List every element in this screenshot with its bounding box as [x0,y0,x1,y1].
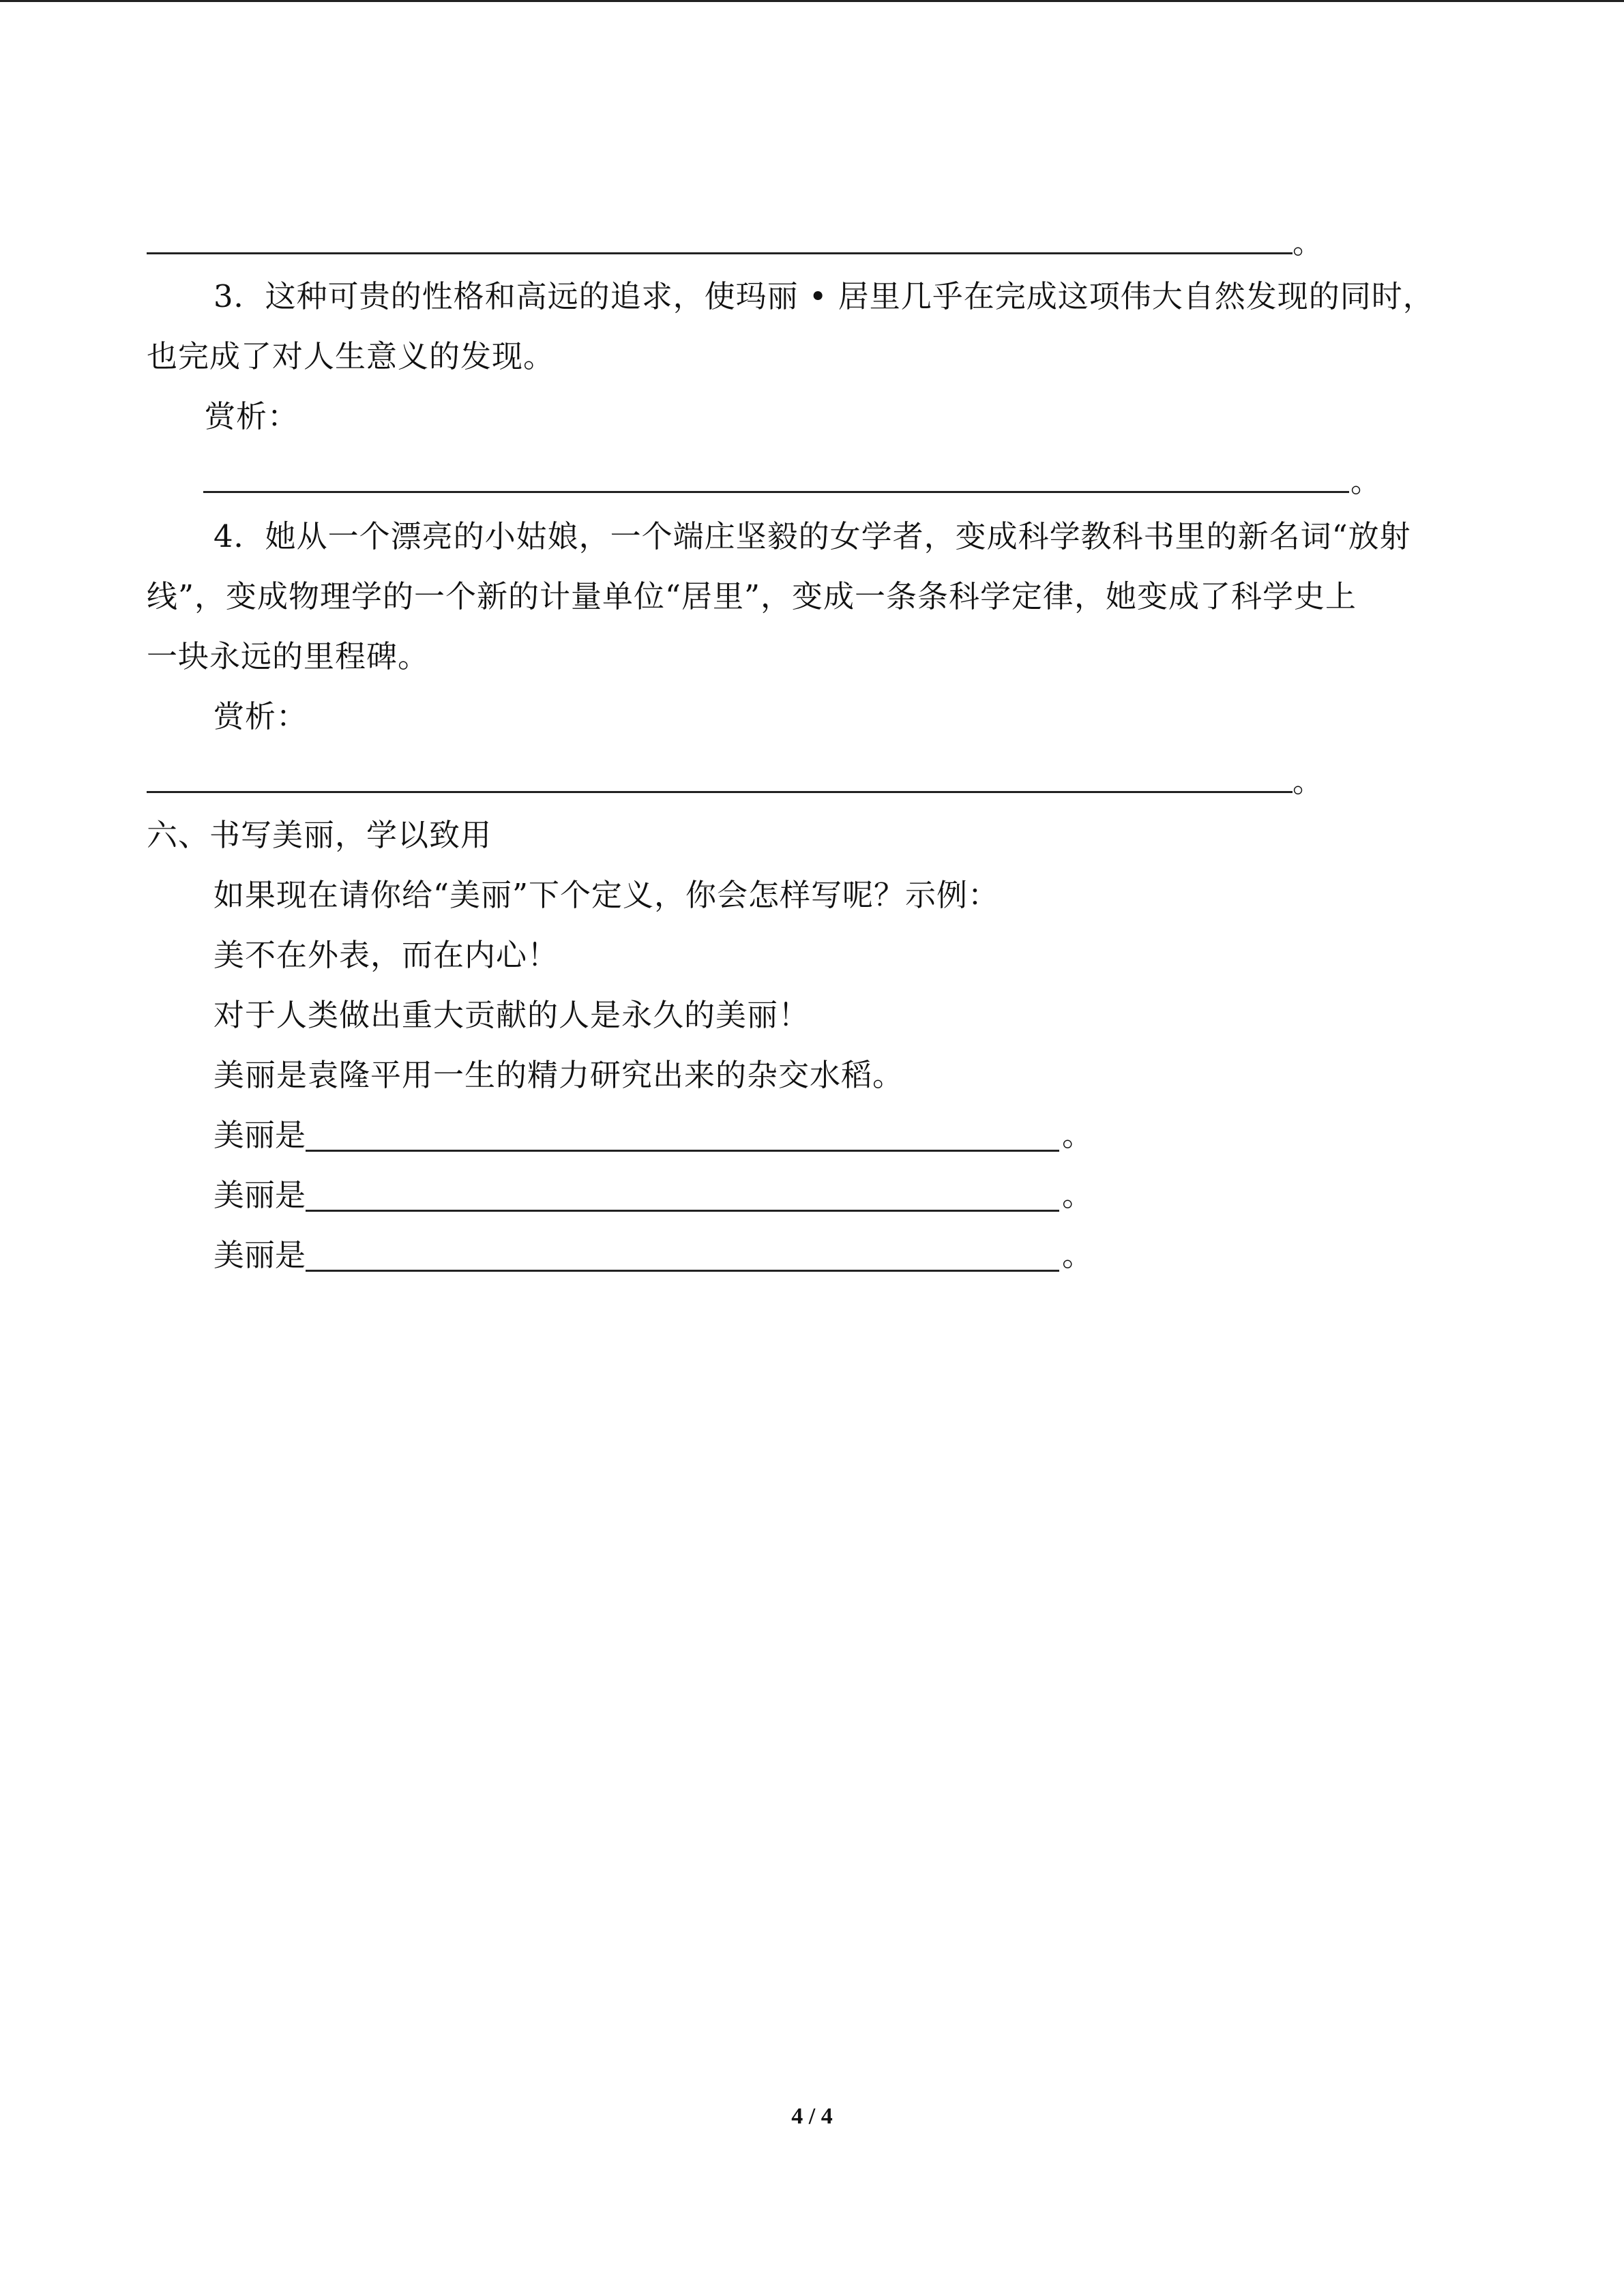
example-2: 对于人类做出重大贡献的人是永久的美丽！ [213,997,810,1033]
q4-text-line2: 线”，变成物理学的一个新的计量单位“居里”，变成一条条科学定律，她变成了科学史上 [147,578,1357,614]
fill-row-2-blank[interactable] [306,1177,1059,1212]
answer-line[interactable] [147,252,1293,254]
section6-heading: 六、书写美丽，学以致用 [147,817,492,853]
answer-line-period: 。 [1293,226,1323,260]
q3-analysis-label: 赏析： [205,398,299,434]
q4-text-line3: 一块永远的里程碑。 [147,638,430,674]
example-3: 美丽是袁隆平用一生的精力研究出来的杂交水稻。 [213,1057,904,1093]
fill-row-2-period: 。 [1062,1177,1093,1213]
q4-text-line1: 4．她从一个漂亮的小姑娘，一个端庄坚毅的女学者，变成科学教科书里的新名词“放射 [213,518,1411,554]
q4-analysis-label: 赏析： [213,698,308,734]
page-number: 4 / 4 [791,2104,833,2129]
fill-row-3-blank[interactable] [306,1237,1059,1272]
fill-row-3-period: 。 [1062,1237,1093,1273]
fill-row-1-lead: 美丽是 [213,1117,306,1153]
q4-answer-line[interactable] [147,791,1293,793]
q4-answer-period: 。 [1293,764,1323,799]
fill-row-2 [213,1175,1093,1216]
fill-row-1-period: 。 [1062,1117,1093,1153]
q3-text-line1: 3．这种可贵的性格和高远的追求，使玛丽 • 居里几乎在完成这项伟大自然发现的同时， [213,278,1434,314]
fill-row-1 [213,1115,1093,1156]
fill-row-3 [213,1235,1093,1276]
example-1: 美不在外表，而在内心！ [213,937,559,973]
page-top-border [0,0,1624,2]
q3-answer-line[interactable] [203,491,1349,493]
q3-text-line2: 也完成了对人生意义的发现。 [147,338,555,374]
section6-prompt: 如果现在请你给“美丽”下个定义，你会怎样写呢？示例： [213,877,1000,913]
fill-row-3-lead: 美丽是 [213,1237,306,1273]
q3-answer-period: 。 [1350,464,1381,499]
fill-row-2-lead: 美丽是 [213,1177,306,1213]
fill-row-1-blank[interactable] [306,1117,1059,1152]
